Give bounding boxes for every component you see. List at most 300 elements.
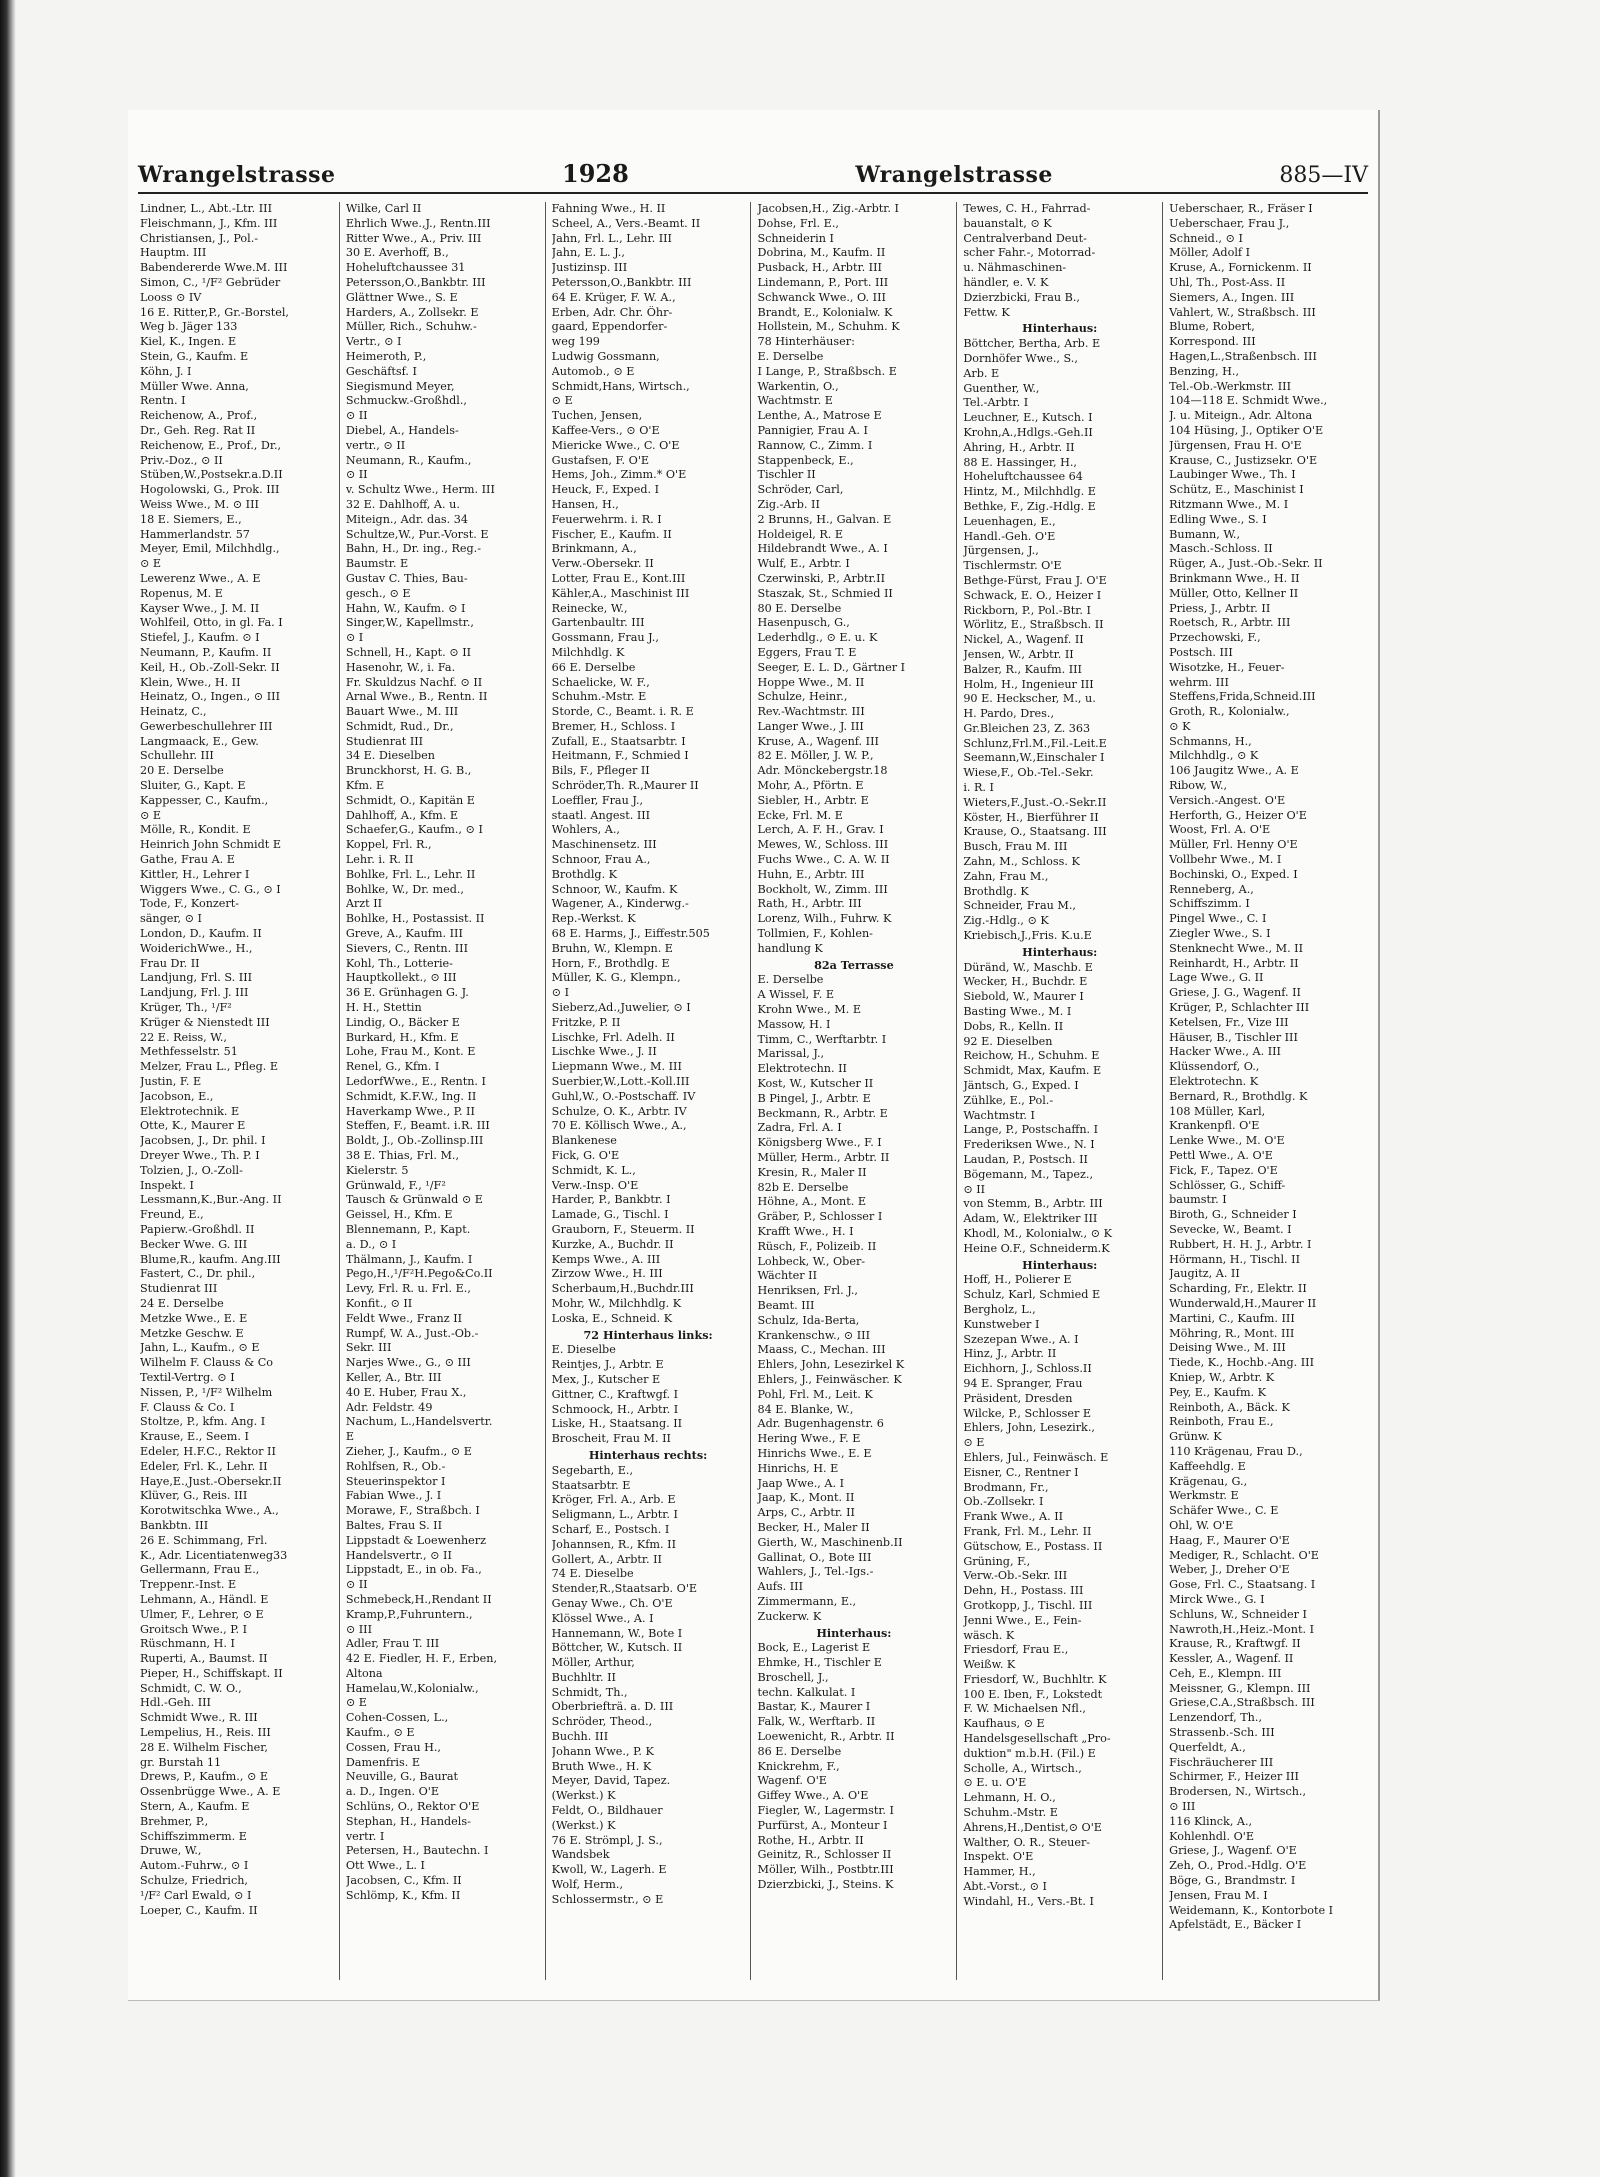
directory-entry: Schlunz,Frl.M.,Fil.-Leit.E bbox=[963, 736, 1107, 750]
directory-entry: Lischke Wwe., J. II bbox=[551, 1045, 657, 1059]
directory-entry: Lessmann,K.,Bur.-Ang. II bbox=[140, 1193, 282, 1207]
directory-entry: Griese, J., Wagenf. O'E bbox=[1169, 1844, 1297, 1858]
directory-entry: v. Schultz Wwe., Herm. III bbox=[345, 483, 495, 497]
directory-entry: J. u. Miteign., Adr. Altona bbox=[1169, 409, 1313, 423]
directory-entry: Wolf, Herm., bbox=[551, 1878, 624, 1892]
directory-entry: Kaufhaus, ⊙ E bbox=[963, 1717, 1045, 1731]
directory-entry: 40 E. Huber, Frau X., bbox=[345, 1385, 467, 1399]
directory-entry: 76 E. Strömpl, J. S., bbox=[551, 1833, 663, 1847]
directory-entry: Ott Wwe., L. I bbox=[345, 1859, 425, 1873]
directory-entry: Gossmann, Frau J., bbox=[551, 631, 659, 645]
column-1 bbox=[138, 202, 339, 1980]
directory-entry: 74 E. Dieselbe bbox=[551, 1567, 634, 1581]
directory-entry: Hinrichs, H. E bbox=[757, 1461, 839, 1475]
directory-entry: Klüssendorf, O., bbox=[1169, 1060, 1260, 1074]
directory-entry: scher Fahr.-, Motorrad- bbox=[963, 246, 1096, 260]
directory-entry: Guenther, W., bbox=[963, 381, 1040, 395]
directory-entry: Handelsgesellschaft „Pro- bbox=[963, 1732, 1111, 1746]
directory-entry: E. Derselbe bbox=[757, 973, 824, 987]
directory-entry: Neuville, G., Baurat bbox=[345, 1770, 459, 1784]
directory-entry: Ob.-Zollsekr. I bbox=[963, 1495, 1044, 1509]
directory-entry: Schlösser, G., Schiff- bbox=[1169, 1178, 1286, 1192]
directory-entry: Krankenpfl. O'E bbox=[1169, 1119, 1260, 1133]
directory-entry: Stein, G., Kaufm. E bbox=[140, 349, 249, 363]
directory-entry: Heuck, F., Exped. I bbox=[551, 483, 660, 497]
directory-entry: Rannow, C., Zimm. I bbox=[757, 438, 873, 452]
directory-entry: Hoppe Wwe., M. II bbox=[757, 675, 865, 689]
directory-entry: Lange, P., Postschaffn. I bbox=[963, 1123, 1099, 1137]
directory-entry: 72 Hinterhaus links: bbox=[583, 1327, 713, 1342]
directory-entry: Kappesser, C., Kaufm., bbox=[140, 793, 269, 807]
directory-entry: vertr., ⊙ II bbox=[345, 438, 406, 452]
directory-entry: Kost, W., Kutscher II bbox=[757, 1077, 874, 1091]
directory-entry: Ruperti, A., Baumst. II bbox=[140, 1652, 268, 1666]
directory-entry: Bögemann, M., Tapez., bbox=[963, 1167, 1094, 1181]
directory-entry: Liepmann Wwe., M. III bbox=[551, 1060, 682, 1074]
directory-entry: u. Nähmaschinen- bbox=[963, 261, 1067, 275]
directory-entry: 64 E. Krüger, F. W. A., bbox=[551, 290, 676, 304]
directory-entry: Kröger, Frl. A., Arb. E bbox=[551, 1493, 676, 1507]
directory-entry: Reintjes, J., Arbtr. E bbox=[551, 1358, 664, 1372]
directory-entry: (Werkst.) K bbox=[551, 1789, 616, 1803]
directory-entry: Kresin, R., Maler II bbox=[757, 1165, 867, 1179]
directory-entry: Weidemann, K., Kontorbote I bbox=[1169, 1903, 1334, 1917]
directory-entry: Krüger, P., Schlachter III bbox=[1169, 1001, 1310, 1015]
directory-entry: Loewenicht, R., Arbtr. II bbox=[757, 1730, 895, 1744]
directory-entry: Meyer, David, Tapez. bbox=[551, 1774, 671, 1788]
directory-entry: Schmuckw.-Großhdl., bbox=[345, 394, 467, 408]
directory-entry: Böge, G., Brandmstr. I bbox=[1169, 1874, 1296, 1888]
directory-entry: Lerch, A. F. H., Grav. I bbox=[757, 823, 884, 837]
directory-entry: Rüger, A., Just.-Ob.-Sekr. II bbox=[1169, 557, 1323, 571]
directory-entry: Autom.-Fuhrw., ⊙ I bbox=[140, 1859, 249, 1873]
directory-entry: Bruth Wwe., H. K bbox=[551, 1759, 652, 1773]
directory-entry: handlung K bbox=[757, 941, 823, 955]
directory-entry: Gose, Frl. C., Staatsang. I bbox=[1169, 1578, 1316, 1592]
street-title-right: Wrangelstrasse bbox=[855, 162, 1053, 188]
directory-entry: 22 E. Reiss, W., bbox=[140, 1030, 227, 1044]
directory-entry: Müller, Herm., Arbtr. II bbox=[757, 1151, 890, 1164]
directory-entry: Ahrens,H.,Dentist,⊙ O'E bbox=[963, 1820, 1102, 1834]
directory-entry: Stiefel, J., Kaufm. ⊙ I bbox=[140, 631, 260, 645]
directory-entry: Martini, C., Kaufm. III bbox=[1169, 1311, 1295, 1325]
directory-entry: Becker Wwe. G. III bbox=[140, 1237, 248, 1251]
directory-entry: Brodmann, Fr., bbox=[963, 1480, 1049, 1494]
directory-entry: Kriebisch,J.,Fris. K.u.E bbox=[963, 929, 1092, 943]
directory-entry: Baltes, Frau S. II bbox=[345, 1518, 443, 1532]
directory-entry: Landjung, Frl. S. III bbox=[140, 971, 253, 985]
directory-entry: Stern, A., Kaufm. E bbox=[140, 1800, 250, 1814]
directory-entry: Wilhelm F. Clauss & Co bbox=[140, 1356, 274, 1370]
directory-entry: Pusback, H., Arbtr. III bbox=[757, 261, 882, 275]
directory-entry: Petersson,O.,Bankbtr. III bbox=[551, 275, 692, 289]
directory-entry: Meissner, G., Klempn. III bbox=[1169, 1681, 1311, 1695]
directory-entry: Blennemann, P., Kapt. bbox=[345, 1222, 471, 1236]
directory-entry: Ehmke, H., Tischler E bbox=[757, 1656, 882, 1670]
directory-entry: Tel.-Arbtr. I bbox=[963, 396, 1029, 410]
directory-entry: Erben, Adr. Chr. Öhr- bbox=[551, 305, 673, 319]
directory-entry: Simon, C., ¹/F² Gebrüder bbox=[140, 275, 281, 289]
directory-entry: Storde, C., Beamt. i. R. E bbox=[551, 705, 694, 719]
directory-entry: Krüger, Th., ¹/F² bbox=[140, 1001, 232, 1015]
directory-entry: Seeger, E. L. D., Gärtner I bbox=[757, 660, 906, 674]
directory-entry: Broschell, J., bbox=[757, 1670, 829, 1684]
directory-entry: Lorenz, Wilh., Fuhrw. K bbox=[757, 912, 892, 926]
directory-entry: Scheel, A., Vers.-Beamt. II bbox=[551, 216, 701, 230]
column-5 bbox=[956, 202, 1162, 1980]
page-header bbox=[138, 148, 1368, 194]
directory-entry: Hammerlandstr. 57 bbox=[140, 527, 250, 541]
directory-entry: Langer Wwe., J. III bbox=[757, 719, 864, 733]
directory-entry: Rüschmann, H. I bbox=[140, 1637, 235, 1651]
directory-entry: H. Pardo, Dres., bbox=[963, 707, 1055, 721]
directory-entry: Pettl Wwe., A. O'E bbox=[1169, 1149, 1273, 1162]
directory-entry: Fiegler, W., Lagermstr. I bbox=[757, 1804, 894, 1818]
directory-entry: Hinterhaus rechts: bbox=[588, 1447, 708, 1462]
directory-entry: Krankenschw., ⊙ III bbox=[757, 1328, 870, 1342]
directory-entry: Renel, G., Kfm. I bbox=[345, 1060, 440, 1074]
directory-entry: Dohse, Frl. E., bbox=[757, 216, 839, 230]
directory-entry: Edling Wwe., S. I bbox=[1169, 512, 1267, 526]
directory-entry: Lehr. i. R. II bbox=[345, 853, 414, 867]
directory-entry: Reinboth, Frau E., bbox=[1169, 1415, 1274, 1429]
directory-entry: Fastert, C., Dr. phil., bbox=[140, 1267, 256, 1281]
directory-entry: Hinterhaus: bbox=[816, 1625, 892, 1640]
directory-entry: Seemann,W.,Einschaler I bbox=[963, 751, 1105, 765]
directory-entry: Schiffszimmerm. E bbox=[140, 1829, 247, 1843]
directory-entry: Seligmann, L., Arbtr. I bbox=[551, 1508, 678, 1522]
directory-entry: E. Dieselbe bbox=[551, 1343, 616, 1357]
directory-entry: 82b E. Derselbe bbox=[757, 1180, 849, 1194]
directory-entry: Basting Wwe., M. I bbox=[963, 1005, 1072, 1019]
directory-entry: Buchhltr. II bbox=[551, 1670, 616, 1684]
directory-entry: Kessler, A., Wagenf. II bbox=[1169, 1652, 1294, 1666]
directory-entry: Jacobson, E., bbox=[140, 1089, 214, 1103]
directory-entry: Grünw. K bbox=[1169, 1430, 1222, 1444]
directory-entry: Bankbtn. III bbox=[140, 1518, 209, 1532]
directory-entry: Brinkmann, A., bbox=[551, 542, 637, 556]
directory-entry: Diebel, A., Handels- bbox=[345, 423, 459, 437]
directory-entry: ⊙ I bbox=[345, 631, 364, 645]
directory-entry: Jahn, L., Kaufm., ⊙ E bbox=[140, 1341, 260, 1355]
directory-entry: Kähler,A., Maschinist III bbox=[551, 586, 690, 600]
directory-entry: Tolzien, J., O.-Zoll- bbox=[140, 1163, 243, 1177]
directory-entry: Postsch. III bbox=[1169, 645, 1233, 659]
directory-entry: Gustav C. Thies, Bau- bbox=[345, 571, 468, 585]
directory-entry: Bumann, W., bbox=[1169, 527, 1241, 541]
directory-entry: Bochinski, O., Exped. I bbox=[1169, 867, 1298, 881]
directory-entry: Gittner, C., Kraftwgf. I bbox=[551, 1387, 679, 1401]
directory-entry: Tode, F., Konzert- bbox=[140, 897, 240, 911]
directory-entry: F. W. Michaelsen Nfl., bbox=[963, 1702, 1086, 1716]
directory-entry: Kiel, K., Ingen. E bbox=[140, 335, 237, 349]
directory-entry: Justizinsp. III bbox=[551, 261, 628, 275]
directory-entry: Lederhdlg., ⊙ E. u. K bbox=[757, 631, 878, 645]
directory-entry: Gathe, Frau A. E bbox=[140, 853, 235, 867]
directory-entry: Lischke, Frl. Adelh. II bbox=[551, 1030, 675, 1044]
directory-entry: 86 E. Derselbe bbox=[757, 1744, 842, 1758]
directory-entry: Bastar, K., Maurer I bbox=[757, 1700, 871, 1714]
directory-entry: 26 E. Schimmang, Frl. bbox=[140, 1533, 268, 1547]
directory-entry: Bils, F., Pfleger II bbox=[551, 764, 650, 778]
directory-entry: Reichenow, E., Prof., Dr., bbox=[140, 438, 282, 452]
directory-entry: duktion" m.b.H. (Fil.) E bbox=[963, 1746, 1096, 1760]
directory-entry: Hansen, H., bbox=[551, 497, 619, 511]
directory-entry: Metzke Wwe., E. E bbox=[140, 1311, 248, 1325]
directory-entry: 16 E. Ritter,P., Gr.-Borstel, bbox=[140, 305, 289, 319]
directory-entry: Busch, Frau M. III bbox=[963, 840, 1068, 854]
directory-entry: Schlossermstr., ⊙ E bbox=[551, 1892, 664, 1906]
directory-entry: Ropenus, M. E bbox=[140, 586, 223, 600]
directory-entry: Nickel, A., Wagenf. II bbox=[963, 633, 1084, 647]
directory-entry: Wagenf. O'E bbox=[757, 1774, 827, 1788]
directory-entry: Wachtmstr. I bbox=[963, 1108, 1035, 1122]
directory-entry: Siemers, A., Ingen. III bbox=[1169, 290, 1295, 304]
directory-entry: Looss ⊙ IV bbox=[140, 290, 202, 304]
directory-entry: Kurzke, A., Buchdr. II bbox=[551, 1237, 674, 1251]
directory-entry: 108 Müller, Karl, bbox=[1169, 1104, 1266, 1118]
directory-entry: Eichhorn, J., Schloss.II bbox=[963, 1362, 1092, 1376]
directory-entry: Lehmann, H. O., bbox=[963, 1791, 1056, 1805]
directory-entry: Weber, J., Dreher O'E bbox=[1169, 1563, 1290, 1577]
directory-entry: Drews, P., Kaufm., ⊙ E bbox=[140, 1770, 269, 1784]
directory-entry: Neumann, P., Kaufm. II bbox=[140, 645, 272, 659]
directory-entry: E bbox=[345, 1430, 354, 1444]
directory-entry: Koppel, Frl. R., bbox=[345, 838, 432, 852]
directory-entry: Hauptm. III bbox=[140, 246, 207, 260]
directory-entry: Scholle, A., Wirtsch., bbox=[963, 1761, 1082, 1775]
directory-entry: Hinterhaus: bbox=[1022, 944, 1098, 959]
directory-entry: F. Clauss & Co. I bbox=[140, 1400, 235, 1414]
directory-entry: Fleischmann, J., Kfm. III bbox=[140, 216, 278, 230]
directory-entry: Gewerbeschullehrer III bbox=[140, 719, 273, 733]
directory-entry: Sluiter, G., Kapt. E bbox=[140, 779, 246, 793]
directory-entry: Handelsvertr., ⊙ II bbox=[345, 1548, 452, 1562]
directory-entry: weg 199 bbox=[551, 335, 600, 349]
directory-entry: Bergholz, L., bbox=[963, 1302, 1036, 1316]
directory-entry: Warkentin, O., bbox=[757, 379, 839, 393]
directory-entry: Pannigier, Frau A. I bbox=[757, 423, 868, 437]
directory-entry: Cossen, Frau H., bbox=[345, 1740, 441, 1754]
directory-entry: vertr. I bbox=[345, 1829, 385, 1843]
directory-entry: Wieters,F.,Just.-O.-Sekr.II bbox=[963, 795, 1107, 809]
directory-entry: Schmidt, K. L., bbox=[551, 1163, 636, 1177]
directory-entry: Narjes Wwe., G., ⊙ III bbox=[345, 1356, 471, 1370]
directory-entry: 30 E. Averhoff, B., bbox=[345, 246, 449, 260]
directory-entry: Müller Wwe. Anna, bbox=[140, 379, 249, 393]
directory-entry: Fick, G. O'E bbox=[551, 1149, 620, 1162]
directory-entry: ⊙ II bbox=[345, 1578, 368, 1592]
directory-entry: Frank, Frl. M., Lehr. II bbox=[963, 1524, 1092, 1538]
directory-entry: 80 E. Derselbe bbox=[757, 601, 842, 615]
directory-entry: Stüben,W.,Postsekr.a.D.II bbox=[140, 468, 283, 482]
directory-entry: Brothdlg. K bbox=[963, 884, 1029, 898]
directory-entry: Ehrlich Wwe.,J., Rentn.III bbox=[345, 216, 491, 230]
directory-entry: Timm, C., Werftarbtr. I bbox=[757, 1032, 887, 1046]
directory-entry: 36 E. Grünhagen G. J. bbox=[345, 986, 469, 1000]
directory-entry: Krause, R., Kraftwgf. II bbox=[1169, 1637, 1301, 1651]
directory-entry: Thälmann, J., Kaufm. I bbox=[345, 1252, 473, 1266]
directory-entry: Pingel Wwe., C. I bbox=[1169, 912, 1267, 926]
directory-entry: Schuhm.-Mstr. E bbox=[963, 1806, 1058, 1820]
directory-entry: Wächter II bbox=[757, 1269, 818, 1283]
directory-entry: Studienrat III bbox=[140, 1282, 218, 1296]
directory-entry: Priv.-Doz., ⊙ II bbox=[140, 453, 223, 467]
directory-entry: Deising Wwe., M. III bbox=[1169, 1341, 1286, 1355]
directory-entry: Johannsen, R., Kfm. II bbox=[551, 1537, 676, 1551]
directory-entry: Bahn, H., Dr. ing., Reg.- bbox=[345, 542, 482, 556]
directory-entry: Lenthe, A., Matrose E bbox=[757, 409, 882, 423]
directory-entry: Milchhdlg. K bbox=[551, 645, 625, 659]
directory-entry: Tuchen, Jensen, bbox=[551, 409, 643, 423]
directory-entry: Abt.-Vorst., ⊙ I bbox=[963, 1880, 1047, 1894]
directory-entry: Kfm. E bbox=[345, 779, 385, 793]
directory-entry: Kaffeehdlg. E bbox=[1169, 1459, 1246, 1473]
directory-entry: Schröder, Carl, bbox=[757, 483, 844, 497]
directory-entry: Jensen, W., Arbtr. II bbox=[963, 647, 1074, 661]
directory-entry: Edeler, H.F.C., Rektor II bbox=[140, 1444, 276, 1458]
directory-entry: Werkmstr. E bbox=[1169, 1489, 1239, 1503]
directory-entry: 100 E. Iben, F., Lokstedt bbox=[963, 1687, 1103, 1701]
directory-entry: Reinboth, A., Bäck. K bbox=[1169, 1400, 1290, 1414]
directory-entry: Stephan, H., Handels- bbox=[345, 1814, 471, 1828]
directory-entry: Kemps Wwe., A. III bbox=[551, 1252, 661, 1266]
directory-entry: Reinecke, W., bbox=[551, 601, 628, 615]
directory-entry: Burkard, H., Kfm. E bbox=[345, 1030, 459, 1044]
directory-entry: Ecke, Frl. M. E bbox=[757, 808, 843, 822]
directory-entry: Harder, P., Bankbtr. I bbox=[551, 1193, 671, 1207]
directory-entry: Khodl, M., Kolonialw., ⊙ K bbox=[963, 1226, 1112, 1240]
directory-entry: Feldt, O., Bildhauer bbox=[551, 1804, 663, 1818]
directory-entry: Krüger & Nienstedt III bbox=[140, 1015, 270, 1029]
directory-entry: Fischer, E., Kaufm. II bbox=[551, 527, 672, 541]
directory-entry: Schaefer,G., Kaufm., ⊙ I bbox=[345, 823, 483, 837]
directory-entry: Petersen, H., Bautechn. I bbox=[345, 1844, 489, 1858]
directory-entry: Griese,C.A.,Straßbsch. III bbox=[1169, 1696, 1315, 1710]
directory-entry: Jürgensen, Frau H. O'E bbox=[1169, 438, 1302, 452]
directory-entry: Dzierzbicki, J., Steins. K bbox=[757, 1878, 894, 1892]
directory-entry: Jenni Wwe., E., Fein- bbox=[963, 1613, 1082, 1627]
directory-entry: Gallinat, O., Bote III bbox=[757, 1550, 872, 1564]
directory-entry: Holm, H., Ingenieur III bbox=[963, 677, 1094, 691]
directory-entry: Lenke Wwe., M. O'E bbox=[1169, 1134, 1285, 1148]
directory-entry: Rickborn, P., Pol.-Btr. I bbox=[963, 603, 1091, 617]
directory-entry: gr. Burstah 11 bbox=[140, 1755, 222, 1769]
directory-entry: Sekr. III bbox=[345, 1341, 392, 1355]
directory-entry: ⊙ K bbox=[1169, 719, 1191, 733]
directory-entry: Korrespond. III bbox=[1169, 335, 1256, 349]
directory-entry: Lenzendorf, Th., bbox=[1169, 1711, 1262, 1725]
directory-entry: Schuhm.-Mstr. E bbox=[551, 690, 647, 704]
directory-entry: Friesdorf, Frau E., bbox=[963, 1643, 1069, 1657]
directory-entry: ⊙ III bbox=[1169, 1800, 1196, 1814]
directory-entry: Hacker Wwe., A. III bbox=[1169, 1045, 1281, 1059]
directory-entry: Biroth, G., Schneider I bbox=[1169, 1208, 1297, 1222]
directory-entry: ⊙ E. u. O'E bbox=[963, 1776, 1027, 1790]
directory-entry: Beamt. III bbox=[757, 1298, 815, 1312]
directory-entry: Schmebeck,H.,Rendant II bbox=[345, 1592, 492, 1606]
directory-entry: Strassenb.-Sch. III bbox=[1169, 1726, 1275, 1740]
directory-entry: Ehlers, John, Lesezirkel K bbox=[757, 1358, 905, 1372]
directory-entry: Lohe, Frau M., Kont. E bbox=[345, 1045, 476, 1059]
directory-entry: Lewerenz Wwe., A. E bbox=[140, 571, 261, 585]
directory-entry: a. D., ⊙ I bbox=[345, 1237, 397, 1251]
directory-entry: Bethge-Fürst, Frau J. O'E bbox=[963, 573, 1107, 587]
directory-entry: Pieper, H., Schiffskapt. II bbox=[140, 1666, 283, 1680]
directory-entry: Wörlitz, E., Straßbsch. II bbox=[963, 618, 1104, 632]
directory-entry: 116 Klinck, A., bbox=[1169, 1814, 1253, 1828]
directory-entry: Weißw. K bbox=[963, 1658, 1016, 1672]
directory-entry: Klössel Wwe., A. I bbox=[551, 1611, 654, 1625]
directory-entry: Czerwinski, P., Arbtr.II bbox=[757, 571, 886, 585]
directory-entry: Mohr, W., Milchhdlg. K bbox=[551, 1296, 682, 1310]
directory-entry: Singer,W., Kapellmstr., bbox=[345, 616, 474, 630]
directory-entry: 38 E. Thias, Frl. M., bbox=[345, 1149, 460, 1162]
directory-entry: 110 Krägenau, Frau D., bbox=[1169, 1444, 1303, 1458]
directory-entry: Dobs, R., Kelln. II bbox=[963, 1019, 1064, 1033]
directory-entry: Friesdorf, W., Buchhltr. K bbox=[963, 1672, 1107, 1686]
directory-entry: K., Adr. Licentiatenweg33 bbox=[140, 1548, 288, 1562]
directory-entry: Gellermann, Frau E., bbox=[140, 1563, 260, 1577]
directory-entry: Windahl, H., Vers.-Bt. I bbox=[963, 1894, 1094, 1908]
directory-entry: gesch., ⊙ E bbox=[345, 586, 411, 600]
directory-entry: Geissel, H., Kfm. E bbox=[345, 1208, 453, 1222]
street-title-left: Wrangelstrasse bbox=[138, 162, 336, 188]
page-number: 885—IV bbox=[1279, 163, 1368, 188]
directory-entry: Schiffszimm. I bbox=[1169, 897, 1250, 911]
directory-entry: Hasenpusch, G., bbox=[757, 616, 850, 630]
directory-entry: Wecker, H., Buchdr. E bbox=[963, 975, 1088, 989]
directory-entry: Grotkopp, J., Tischl. III bbox=[963, 1598, 1093, 1612]
directory-entry: Jürgensen, J., bbox=[963, 544, 1039, 558]
directory-entry: ⊙ I bbox=[551, 986, 570, 1000]
directory-entry: Altona bbox=[345, 1666, 383, 1680]
directory-entry: Bohlke, W., Dr. med., bbox=[345, 882, 464, 896]
directory-entry: Mex, J., Kutscher E bbox=[551, 1372, 661, 1386]
directory-entry: Hinrichs Wwe., E. E bbox=[757, 1446, 872, 1460]
directory-entry: Bock, E., Lagerist E bbox=[757, 1641, 871, 1655]
directory-entry: 84 E. Blanke, W., bbox=[757, 1402, 854, 1416]
directory-entry: Woost, Frl. A. O'E bbox=[1169, 823, 1271, 837]
directory-entry: Köhn, J. I bbox=[140, 364, 192, 378]
directory-entry: Kunstweber I bbox=[963, 1317, 1040, 1331]
directory-entry: staatl. Angest. III bbox=[551, 808, 651, 822]
directory-entry: Miericke Wwe., C. O'E bbox=[551, 438, 680, 452]
directory-entry: 90 E. Heckscher, M., u. bbox=[963, 692, 1096, 706]
directory-entry: 66 E. Derselbe bbox=[551, 660, 636, 674]
directory-entry: A Wissel, F. E bbox=[757, 988, 835, 1002]
directory-entry: Stenknecht Wwe., M. II bbox=[1169, 941, 1304, 955]
directory-entry: Mohr, A., Pförtn. E bbox=[757, 779, 864, 793]
directory-entry: Müller, Rich., Schuhw.- bbox=[345, 320, 477, 334]
directory-entry: Schmanns, H., bbox=[1169, 734, 1252, 748]
directory-entry: Hildebrandt Wwe., A. I bbox=[757, 542, 888, 556]
directory-entry: Geschäftsf. I bbox=[345, 364, 417, 378]
directory-entry: Papierw.-Großhdl. II bbox=[140, 1222, 255, 1236]
directory-entry: Gütschow, E., Postass. II bbox=[963, 1539, 1103, 1553]
directory-entry: Wohlers, A., bbox=[551, 823, 620, 837]
directory-entry: Zufall, E., Staatsarbtr. I bbox=[551, 734, 686, 748]
directory-entry: Schmidt,Hans, Wirtsch., bbox=[551, 379, 690, 393]
directory-entry: 42 E. Fiedler, H. F., Erben, bbox=[345, 1652, 498, 1666]
directory-entry: Querfeldt, A., bbox=[1169, 1740, 1246, 1754]
directory-entry: Hasenohr, W., i. Fa. bbox=[345, 660, 456, 674]
directory-entry: Hems, Joh., Zimm.* O'E bbox=[551, 468, 687, 482]
directory-entry: Laudan, P., Postsch. II bbox=[963, 1153, 1088, 1166]
directory-entry: Reichow, H., Schuhm. E bbox=[963, 1049, 1100, 1063]
directory-entry: Groitsch Wwe., P. I bbox=[140, 1622, 248, 1636]
directory-entry: Knickrehm, F., bbox=[757, 1759, 840, 1773]
